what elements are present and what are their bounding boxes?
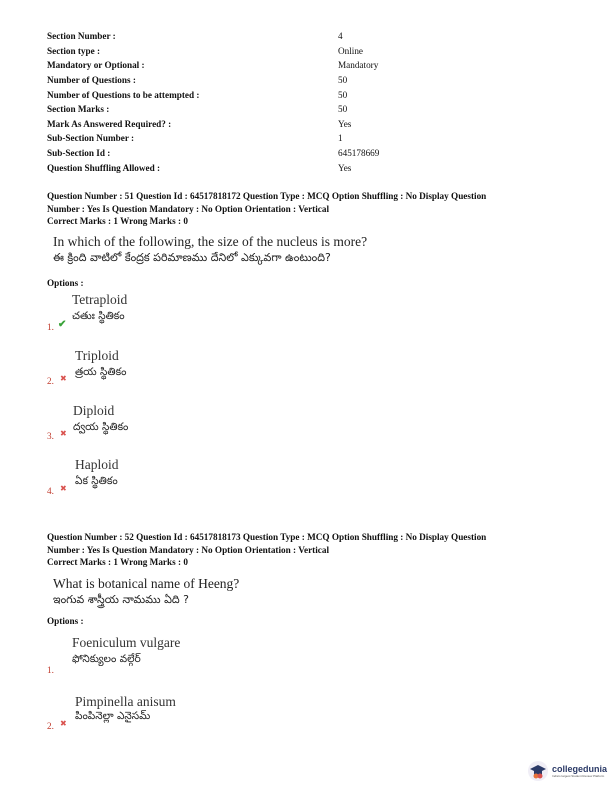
meta-row xyxy=(47,146,567,161)
meta-label: Question Shuffling Allowed : xyxy=(47,162,161,173)
meta-row xyxy=(47,58,567,73)
options-label: Options : xyxy=(47,278,84,288)
question-header-line: Number : Yes Is Question Mandatory : No Option Orientation : Vertical xyxy=(47,203,329,214)
option-item xyxy=(47,455,347,505)
question-text-telugu: ఈ క్రింది వాటిలో కేంద్రక పరిమాణము దేనిలో ఎక్కువగా ఉంటుంది? xyxy=(53,251,331,264)
option-text-telugu: చతుః స్థితికం xyxy=(72,310,125,322)
meta-label: Sub-Section Number : xyxy=(47,133,135,144)
question-header-line: Question Number : 52 Question Id : 64517818173 Question Type : MCQ Option Shuffling : No Display Question xyxy=(47,532,487,542)
option-number: 1. xyxy=(47,665,54,675)
option-item xyxy=(47,346,347,396)
option-text-english: Triploid xyxy=(75,348,119,363)
wrong-cross-icon: ✖ xyxy=(60,429,67,438)
meta-label: Section type : xyxy=(47,45,101,56)
meta-value: Mandatory xyxy=(338,60,379,71)
option-text-english: Diploid xyxy=(73,403,115,418)
meta-value: 50 xyxy=(338,75,348,86)
option-number: 4. xyxy=(47,486,54,496)
option-item xyxy=(47,692,347,742)
meta-row xyxy=(47,160,567,175)
question-52-header xyxy=(47,531,567,569)
option-text-english: Tetraploid xyxy=(72,292,128,307)
meta-value: 50 xyxy=(338,104,348,115)
option-text-telugu: ఏక స్థితికం xyxy=(75,475,118,487)
meta-row xyxy=(47,44,567,59)
meta-row xyxy=(47,73,567,88)
meta-row xyxy=(47,102,567,117)
options-label: Options : xyxy=(47,616,84,626)
option-text-english: Foeniculum vulgare xyxy=(72,635,181,650)
logo-tagline: India's largest Student Review Platform xyxy=(551,773,605,778)
question-51-header xyxy=(47,190,567,228)
meta-row xyxy=(47,29,567,44)
logo-name: collegedunia xyxy=(551,763,607,774)
option-text-telugu: ద్వయ స్థితికం xyxy=(73,421,129,433)
meta-value: Online xyxy=(338,45,364,56)
section-meta-table xyxy=(47,29,567,175)
logo-wordmark xyxy=(552,765,607,778)
meta-value: 1 xyxy=(338,133,343,144)
option-number: 2. xyxy=(47,721,54,731)
option-number: 3. xyxy=(47,431,54,441)
question-51-text xyxy=(53,234,553,265)
option-number: 2. xyxy=(47,376,54,386)
meta-value: 4 xyxy=(338,31,343,42)
option-text-telugu: ఫోనిక్యులం వల్గేర్ xyxy=(72,653,141,665)
meta-label: Section Number : xyxy=(47,31,116,42)
option-text-english: Haploid xyxy=(75,457,119,472)
option-item xyxy=(47,290,347,340)
meta-label: Number of Questions to be attempted : xyxy=(47,89,200,100)
meta-value: 50 xyxy=(338,89,348,100)
question-text-english: In which of the following, the size of the nucleus is more? xyxy=(53,234,368,249)
wrong-cross-icon: ✖ xyxy=(60,484,67,493)
correct-check-icon: ✔ xyxy=(58,319,67,330)
option-item xyxy=(47,633,347,683)
wrong-cross-icon: ✖ xyxy=(60,374,67,383)
meta-value: Yes xyxy=(338,162,352,173)
meta-value: Yes xyxy=(338,118,352,129)
meta-label: Sub-Section Id : xyxy=(47,148,111,159)
meta-label: Section Marks : xyxy=(47,104,110,115)
question-text-english: What is botanical name of Heeng? xyxy=(53,576,240,591)
wrong-cross-icon: ✖ xyxy=(60,719,67,728)
question-header-line: Question Number : 51 Question Id : 64517818172 Question Type : MCQ Option Shuffling : No Display Question xyxy=(47,191,487,201)
question-52-text xyxy=(53,576,553,607)
meta-row xyxy=(47,87,567,102)
question-marks: Correct Marks : 1 Wrong Marks : 0 xyxy=(47,557,188,567)
option-text-telugu: పింపినెల్లా ఎనైసమ్ xyxy=(75,710,151,722)
meta-label: Mandatory or Optional : xyxy=(47,60,145,71)
graduation-cap-icon xyxy=(527,760,549,782)
collegedunia-logo xyxy=(527,759,607,783)
question-text-telugu: ఇంగువ శాస్త్రీయ నామము ఏది ? xyxy=(53,593,190,606)
meta-row xyxy=(47,131,567,146)
question-marks: Correct Marks : 1 Wrong Marks : 0 xyxy=(47,216,188,226)
meta-label: Number of Questions : xyxy=(47,75,136,86)
option-text-english: Pimpinella anisum xyxy=(75,694,176,709)
option-item xyxy=(47,401,347,451)
meta-label: Mark As Answered Required? : xyxy=(47,118,172,129)
meta-value: 645178669 xyxy=(338,148,380,159)
question-header-line: Number : Yes Is Question Mandatory : No Option Orientation : Vertical xyxy=(47,544,329,555)
meta-row xyxy=(47,117,567,132)
option-text-telugu: త్రయ స్థితికం xyxy=(75,366,127,378)
option-number: 1. xyxy=(47,322,54,332)
